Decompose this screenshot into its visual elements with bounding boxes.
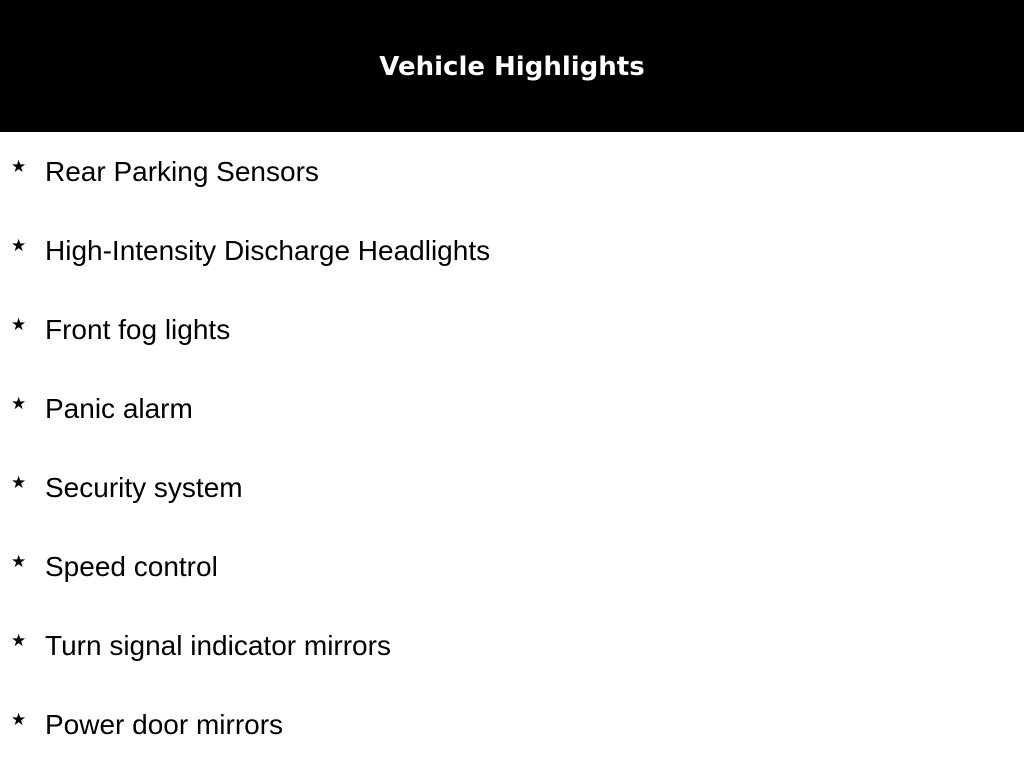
- page-title: Vehicle Highlights: [379, 52, 645, 82]
- highlight-label: Front fog lights: [45, 314, 231, 345]
- star-icon: ★: [11, 631, 27, 651]
- highlight-label: Speed control: [45, 551, 218, 582]
- highlight-label: Rear Parking Sensors: [45, 156, 319, 187]
- highlight-label: Power door mirrors: [45, 709, 284, 740]
- header-bar: [0, 0, 1024, 132]
- list-item: [0, 703, 1024, 768]
- highlight-label: High-Intensity Discharge Headlights: [45, 235, 491, 266]
- star-icon: ★: [11, 236, 27, 256]
- list-item: [0, 387, 1024, 466]
- star-icon: ★: [11, 157, 27, 177]
- star-icon: ★: [11, 552, 27, 572]
- star-icon: ★: [11, 710, 27, 730]
- list-item: [0, 308, 1024, 387]
- list-item: [0, 466, 1024, 545]
- list-item: [0, 545, 1024, 624]
- highlight-label: Turn signal indicator mirrors: [45, 630, 391, 661]
- highlights-list: [0, 150, 1024, 768]
- star-icon: ★: [11, 394, 27, 414]
- star-icon: ★: [11, 315, 27, 335]
- highlight-label: Panic alarm: [45, 393, 193, 424]
- list-item: [0, 624, 1024, 703]
- list-item: [0, 150, 1024, 229]
- highlight-label: Security system: [45, 472, 243, 503]
- list-item: [0, 229, 1024, 308]
- star-icon: ★: [11, 473, 27, 493]
